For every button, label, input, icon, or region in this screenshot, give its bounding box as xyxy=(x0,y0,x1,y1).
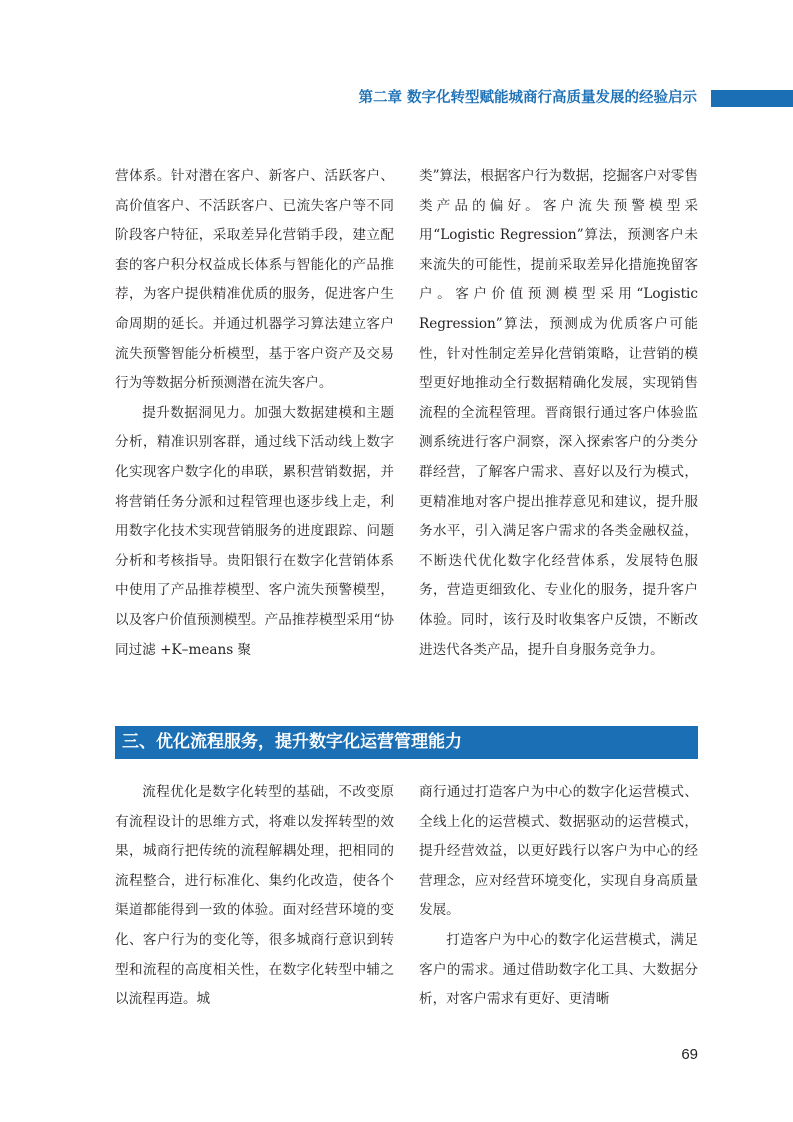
paragraph: 商行通过打造客户为中心的数字化运营模式、全线上化的运营模式、数据驱动的运营模式，提升经营效益，以更好践行以客户为中心的经营理念，应对经营环境变化，实现自身高质量发展。 xyxy=(419,784,698,919)
bottom-right-column xyxy=(419,778,698,1015)
paragraph: 打造客户为中心的数字化运营模式，满足客户的需求。通过借助数字化工具、大数据分析，对客户需求有更好、更清晰 xyxy=(419,931,698,1008)
paragraph: 营体系。针对潜在客户、新客户、活跃客户、高价值客户、不活跃客户、已流失客户等不同阶段客户特征，采取差异化营销手段，建立配套的客户积分权益成长体系与智能化的产品推荐，为客户提供精准优质的服务，促进客户生命周期的延长。并通过机器学习算法建立客户流失预警智能分析模型，基于客户资产及交易行为等数据分析预测潜在流失客户。 xyxy=(115,168,394,392)
bottom-left-column xyxy=(115,778,394,1015)
chapter-header-bar xyxy=(711,90,793,107)
paragraph: 提升数据洞见力。加强大数据建模和主题分析，精准识别客群，通过线下活动线上数字化实现客户数字化的串联，累积营销数据，并将营销任务分派和过程管理也逐步线上走，利用数字化技术实现营销服务的进度跟踪、问题分析和考核指导。贵阳银行在数字化营销体系中使用了产品推荐模型、客户流失预警模型，以及客户价值预测模型。产品推荐模型采用“协同过滤 +K–means 聚 xyxy=(115,404,394,658)
top-left-column xyxy=(115,162,394,665)
top-right-column xyxy=(419,162,698,665)
paragraph: 流程优化是数字化转型的基础，不改变原有流程设计的思维方式，将难以发挥转型的效果，城商行把传统的流程解耦处理，把相同的流程整合，进行标准化、集约化改造，使各个渠道都能得到一致的体验。面对经营环境的变化、客户行为的变化等，很多城商行意识到转型和流程的高度相关性，在数字化转型中辅之以流程再造。城 xyxy=(115,784,394,1008)
page-number: 69 xyxy=(681,1046,698,1063)
section-heading: 三、优化流程服务，提升数字化运营管理能力 xyxy=(115,726,698,759)
chapter-header-title: 第二章 数字化转型赋能城商行高质量发展的经验启示 xyxy=(358,90,697,106)
paragraph: 类”算法，根据客户行为数据，挖掘客户对零售类产品的偏好。客户流失预警模型采用“Logistic Regression”算法，预测客户未来流失的可能性，提前采取差异化措施挽留客户。客户价值预测模型采用“Logistic Regression”算法，预测成为优质客户可能性，针对性制定差异化营销策略，让营销的模型更好地推动全行数据精确化发展，实现销售流程的全流程管理。晋商银行通过客户体验监测系统进行客户洞察，深入探索客户的分类分群经营，了解客户需求、喜好以及行为模式，更精准地对客户提出推荐意见和建议，提升服务水平，引入满足客户需求的各类金融权益，不断迭代优化数字化经营体系，发展特色服务，营造更细致化、专业化的服务，提升客户体验。同时，该行及时收集客户反馈，不断改进迭代各类产品，提升自身服务竞争力。 xyxy=(419,168,698,658)
